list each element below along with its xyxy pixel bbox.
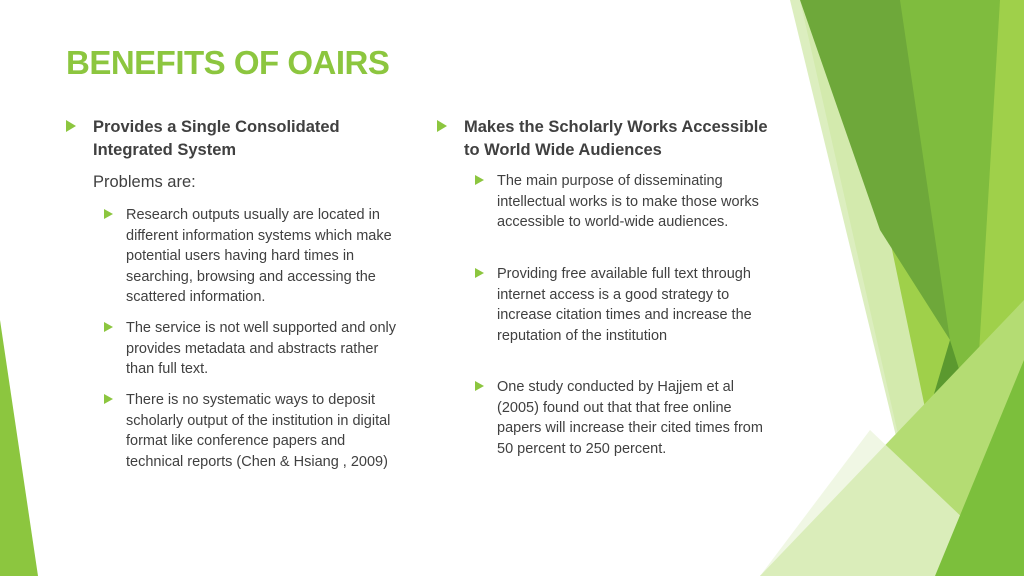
left-list-item-text: There is no systematic ways to deposit scholarly output of the institution in digital format like conference papers and technical reports (Chen & Hsiang , 2009) [126,392,391,470]
left-list-item [104,318,404,380]
left-list-item-text: Research outputs usually are located in different information systems which make potential users having hard times in searching, browsing and accessing the scattered information. [126,207,392,305]
right-column-heading: Makes the Scholarly Works Accessible to World Wide Audiences [464,118,768,159]
left-edge-shape [0,320,38,576]
triangle-bullet-icon [66,120,76,132]
left-heading-bullet [66,116,366,162]
left-column-heading: Provides a Single Consolidated Integrated System [93,118,340,159]
right-list-item-text: Providing free available full text through internet access is a good strategy to increase citation times and increase the reputation of the institution [497,266,752,344]
triangle-bullet-icon [104,322,113,332]
left-list-item [104,205,404,308]
triangle-bullet-icon [104,209,113,219]
right-list-item-text: One study conducted by Hajjem et al (2005) found out that that free online papers will increase their cited times from 50 percent to 250 percent. [497,379,763,457]
triangle-bullet-icon [437,120,447,132]
right-heading-bullet [437,116,777,162]
left-subheading: Problems are: [93,173,196,191]
left-list-item [104,390,404,472]
right-list-item [475,264,770,346]
triangle-bullet-icon [475,268,484,278]
left-list-item-text: The service is not well supported and only provides metadata and abstracts rather than full text. [126,320,397,377]
triangle-bullet-icon [104,394,113,404]
slide-title: BENEFITS OF OAIRS [66,44,390,81]
right-list-item-text: The main purpose of disseminating intellectual works is to make those works accessible to world-wide audiences. [497,173,759,230]
right-list-item [475,171,770,233]
triangle-bullet-icon [475,381,484,391]
right-list-item [475,377,770,459]
triangle-bullet-icon [475,175,484,185]
